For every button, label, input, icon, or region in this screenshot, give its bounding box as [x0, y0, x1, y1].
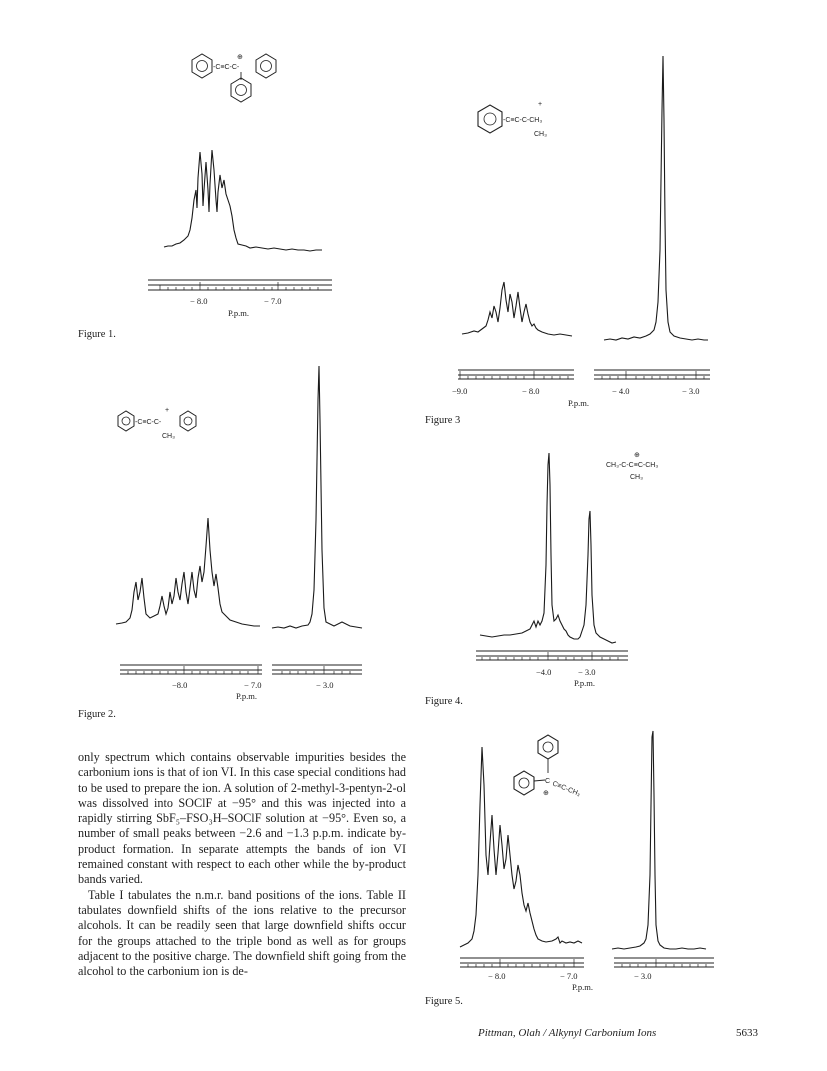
fig2-structure — [118, 407, 196, 440]
fig1-axis-label: P.p.m. — [228, 308, 250, 318]
figure-5 — [452, 725, 722, 995]
fig3-tick-2: − 8.0 — [522, 386, 540, 396]
fig5-structure — [514, 735, 581, 798]
fig4-axis-label: P.p.m. — [574, 678, 596, 688]
fig3-tick-1: −9.0 — [452, 386, 468, 396]
fig1-tick-1: − 8.0 — [190, 296, 208, 306]
body-paragraph-1: only spectrum which contains observable impurities besides the carbonium ions is that of ion VI. In this case special conditions had to be used to prepare the ion. A solution of 2-methyl-3-pentyn-2-ol was dissolved into SOClF at −95° and this was injected into a rapidly stirring SbF₅–FSO₃H–SOClF solution at −95°. Even so, a number of small peaks between −2.6 and −1.3 p.p.m. indicate by-product formation. In separate attempts the bands of ion VI remained constant with respect to each other while the by-product bands varied. — [78, 750, 406, 887]
fig4-spectrum — [480, 453, 616, 643]
fig1-charge: ⊕ — [237, 54, 243, 61]
fig5-chain: C≡C-CH₃ — [551, 780, 582, 798]
fig4-methyl: CH₃ — [630, 474, 643, 481]
fig4-charge: ⊕ — [634, 452, 640, 459]
fig1-tick-2: − 7.0 — [264, 296, 282, 306]
fig2-charge: + — [165, 407, 170, 414]
figure-2-graphic — [110, 360, 370, 706]
figure-4-caption: Figure 4. — [425, 696, 463, 707]
page-footer — [478, 1027, 758, 1039]
fig3-axis-label: P.p.m. — [568, 398, 590, 408]
fig5-carbon: C — [545, 778, 551, 785]
body-text-column — [78, 750, 406, 979]
fig3-tick-4: − 3.0 — [682, 386, 700, 396]
fig4-tick-1: −4.0 — [536, 667, 552, 677]
fig3-charge: + — [538, 101, 543, 108]
fig4-structure — [606, 452, 658, 481]
figure-3-caption: Figure 3 — [425, 415, 461, 426]
fig1-bond-text: -C≡C-C- — [213, 64, 240, 71]
fig2-axis-label: P.p.m. — [236, 691, 258, 701]
fig2-bond-text: -C≡C-C- — [135, 419, 162, 426]
fig4-struct-text: CH₃-C-C≡C-CH₃ — [606, 462, 659, 469]
figure-2-caption: Figure 2. — [78, 709, 116, 720]
fig3-axis — [452, 370, 710, 408]
fig2-axis — [120, 665, 362, 701]
figure-1 — [140, 50, 340, 320]
fig5-axis-label: P.p.m. — [572, 982, 594, 992]
fig5-charge: ⊕ — [543, 790, 549, 797]
fig4-axis — [476, 651, 628, 688]
fig2-spectrum-left — [116, 518, 260, 626]
figure-3 — [452, 50, 722, 412]
fig2-tick-3: − 3.0 — [316, 680, 334, 690]
fig3-tick-3: − 4.0 — [612, 386, 630, 396]
fig5-tick-3: − 3.0 — [634, 971, 652, 981]
running-footer-title: Pittman, Olah / Alkynyl Carbonium Ions — [478, 1027, 657, 1039]
fig2-spectrum-right — [272, 366, 362, 628]
fig5-spectrum-left — [460, 747, 582, 947]
fig5-axis — [460, 958, 714, 992]
fig2-methyl: CH₃ — [162, 433, 175, 440]
fig3-spectrum-right — [604, 56, 708, 340]
fig1-structure — [192, 54, 276, 102]
figure-5-caption: Figure 5. — [425, 996, 463, 1007]
fig3-spectrum-left — [462, 282, 572, 336]
figure-2 — [110, 360, 370, 706]
fig2-tick-1: −8.0 — [172, 680, 188, 690]
figure-4-graphic — [470, 445, 730, 695]
fig3-structure — [478, 101, 547, 138]
fig5-spectrum-right — [612, 731, 706, 949]
fig1-spectrum — [164, 150, 322, 251]
figure-3-graphic — [452, 50, 722, 412]
figure-4 — [470, 445, 730, 695]
fig1-axis — [148, 280, 332, 318]
fig5-tick-1: − 8.0 — [488, 971, 506, 981]
figure-5-graphic — [452, 725, 722, 995]
page-number: 5633 — [736, 1027, 758, 1039]
figure-1-caption: Figure 1. — [78, 329, 116, 340]
figure-1-graphic — [140, 50, 340, 320]
body-paragraph-2: Table I tabulates the n.m.r. band positions of the ions. Table II tabulates downfield shifts of the ions relative to the precursor alcohols. It can be readily seen that large downfield shifts occur for the groups attached to the triple bond as well as for groups adjacent to the positive charge. The downfield shift going from the alcohol to the carbonium ion is de- — [78, 887, 406, 979]
fig4-tick-2: − 3.0 — [578, 667, 596, 677]
fig5-tick-2: − 7.0 — [560, 971, 578, 981]
fig3-bond-text: -C≡C-C-CH₃ — [503, 117, 543, 124]
fig3-methyl: CH₃ — [534, 131, 547, 138]
fig2-tick-2: − 7.0 — [244, 680, 262, 690]
